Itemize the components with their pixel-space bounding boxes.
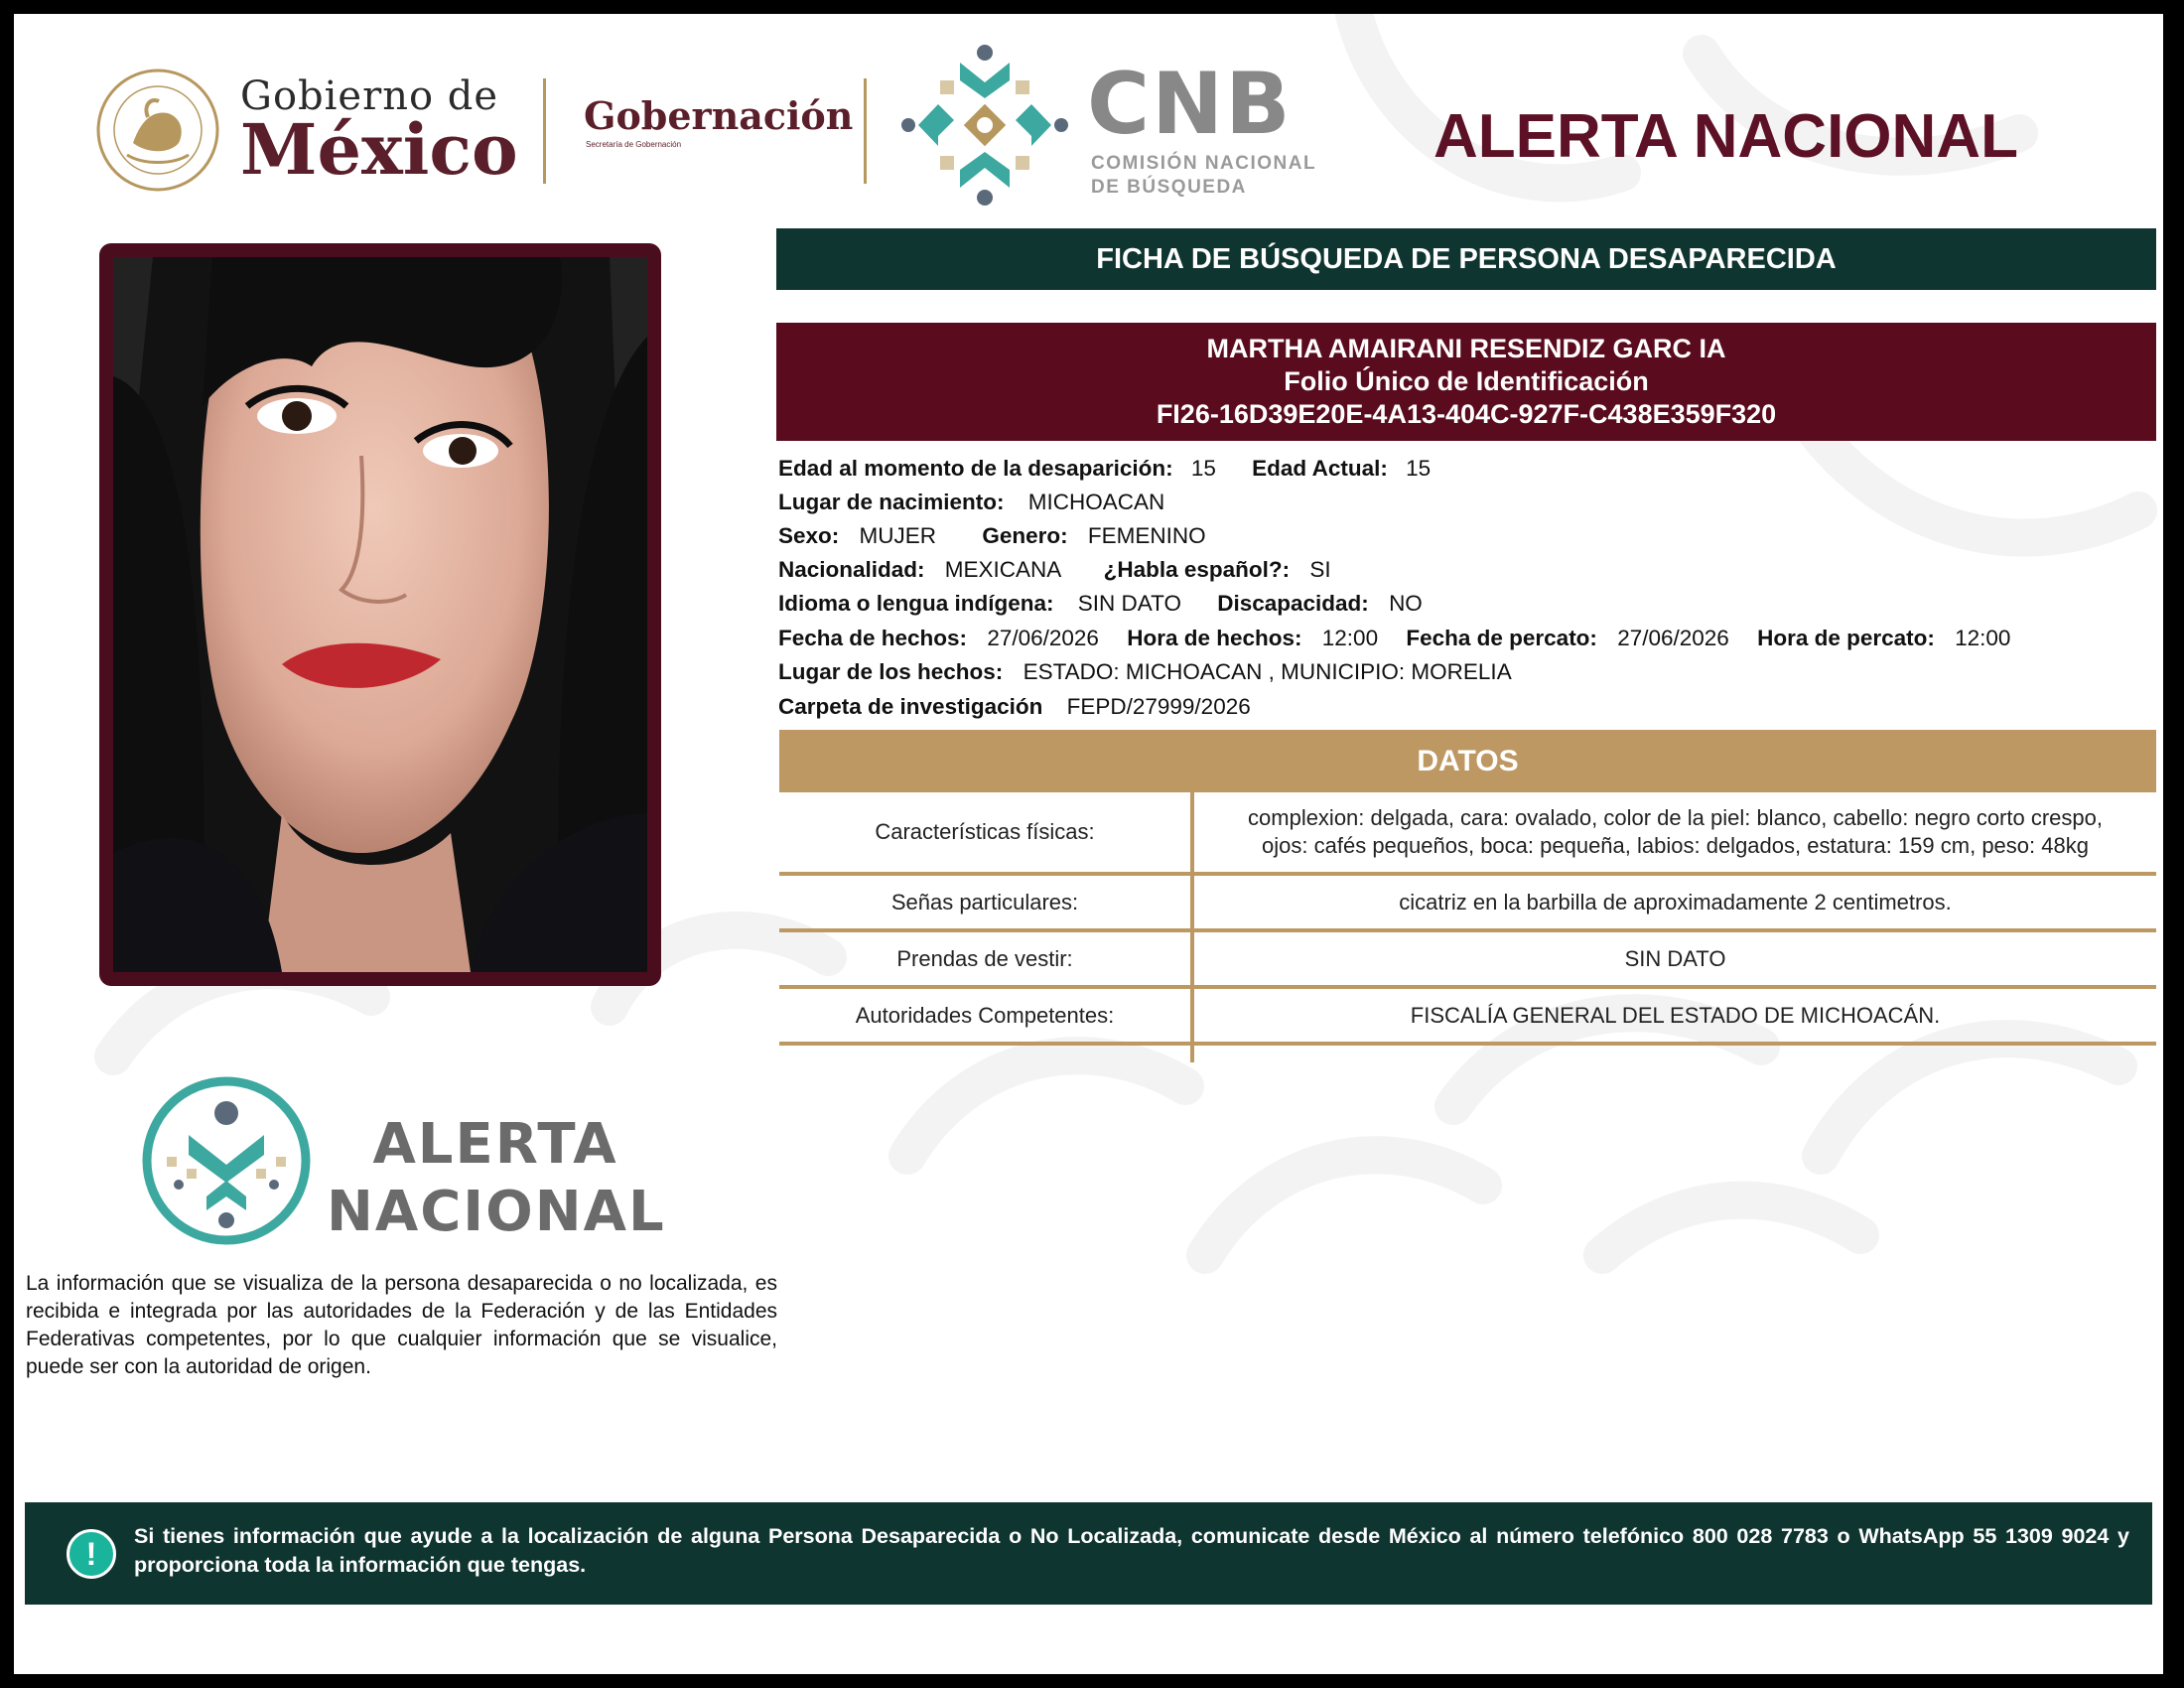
- idioma-label: Idioma o lengua indígena:: [778, 591, 1054, 616]
- footer-bar: [25, 1502, 2152, 1605]
- genero-value: FEMENINO: [1087, 523, 1206, 548]
- alerta-logo-line2: NACIONAL: [327, 1180, 666, 1244]
- datos-row-value: [1194, 792, 2156, 872]
- mexico-seal-icon: [93, 66, 222, 195]
- carpeta-value: FEPD/27999/2026: [1066, 694, 1251, 719]
- photo-frame: [99, 243, 661, 986]
- info-line-edad: [778, 456, 1460, 482]
- fecha-percato-label: Fecha de percato:: [1406, 626, 1597, 650]
- hora-percato-label: Hora de percato:: [1757, 626, 1935, 650]
- fecha-hechos-value: 27/06/2026: [987, 626, 1099, 650]
- habla-espanol-label: ¿Habla español?:: [1103, 557, 1291, 582]
- datos-row-label: Características físicas:: [875, 819, 1095, 844]
- datos-row: [779, 876, 2156, 932]
- hora-hechos-value: 12:00: [1321, 626, 1379, 650]
- person-name-block: [776, 323, 2156, 441]
- mexico-text: México: [240, 108, 518, 191]
- datos-row: [779, 989, 2156, 1046]
- gobernacion-subtitle: Secretaría de Gobernación: [586, 140, 682, 149]
- gobierno-de-text: Gobierno de: [240, 73, 499, 119]
- lugar-hechos-value: ESTADO: MICHOACAN , MUNICIPIO: MORELIA: [1023, 659, 1512, 684]
- datos-row-label: Señas particulares:: [890, 889, 1079, 914]
- alerta-logo-line1: ALERTA: [372, 1112, 618, 1177]
- datos-title-bar: DATOS: [779, 730, 2156, 792]
- info-line-sexo: [778, 523, 1236, 549]
- info-line-idioma: [778, 591, 1452, 617]
- folio-label: Folio Único de Identificación: [1284, 366, 1649, 396]
- datos-row-value: cicatriz en la barbilla de aproximadamente 2 centimetros.: [1399, 889, 1952, 914]
- info-line-fechas: [778, 626, 2040, 651]
- edad-desaparicion-label: Edad al momento de la desaparición:: [778, 456, 1173, 481]
- person-portrait: [113, 257, 647, 972]
- search-sheet: [14, 14, 2163, 1674]
- info-line-nacionalidad: [778, 557, 1361, 583]
- genero-label: Genero:: [982, 523, 1068, 548]
- hora-percato-value: 12:00: [1955, 626, 2011, 650]
- cnb-line2: DE BÚSQUEDA: [1091, 177, 1247, 198]
- lugar-hechos-label: Lugar de los hechos:: [778, 659, 1004, 684]
- carpeta-label: Carpeta de investigación: [778, 694, 1043, 719]
- datos-row-label: Autoridades Competentes:: [855, 1002, 1115, 1028]
- habla-espanol-value: SI: [1309, 557, 1331, 582]
- datos-row-value: SIN DATO: [1624, 945, 1726, 971]
- nacionalidad-value: MEXICANA: [944, 557, 1062, 582]
- header-divider: [864, 78, 867, 184]
- info-line-lugar-hechos: [778, 659, 1542, 685]
- caracteristicas-line2: ojos: cafés pequeños, boca: pequeña, labios: delgados, estatura: 159 cm, peso: 48kg: [1262, 833, 2089, 858]
- datos-row-value: FISCALÍA GENERAL DEL ESTADO DE MICHOACÁN.: [1410, 1002, 1941, 1028]
- datos-row: [779, 932, 2156, 989]
- discapacidad-label: Discapacidad:: [1217, 591, 1369, 616]
- nacionalidad-label: Nacionalidad:: [778, 557, 925, 582]
- datos-row-label: Prendas de vestir:: [896, 945, 1073, 971]
- alerta-logo-text: [327, 1111, 664, 1246]
- edad-desaparicion-value: 15: [1190, 456, 1216, 481]
- gobernacion-text: Gobernación: [584, 93, 854, 138]
- discapacidad-value: NO: [1389, 591, 1423, 616]
- lugar-nacimiento-value: MICHOACAN: [1027, 490, 1165, 514]
- hora-hechos-label: Hora de hechos:: [1127, 626, 1302, 650]
- info-line-nacimiento: [778, 490, 1194, 515]
- footer-text: Si tienes información que ayude a la localización de alguna Persona Desaparecida o No Localizada, comunicate desde México al número telefónico 800 028 7783 o WhatsApp 55 1309 9024 y proporciona toda la información que tengas.: [134, 1524, 2129, 1577]
- cnb-emblem-icon: [900, 41, 1069, 210]
- caracteristicas-line1: complexion: delgada, cara: ovalado, color de la piel: blanco, cabello: negro corto crespo,: [1248, 805, 2103, 830]
- edad-actual-value: 15: [1406, 456, 1432, 481]
- datos-row: [779, 792, 2156, 876]
- cnb-text: CNB: [1087, 55, 1293, 154]
- person-name: MARTHA AMAIRANI RESENDIZ GARC IA: [1206, 334, 1726, 363]
- ficha-title-bar: FICHA DE BÚSQUEDA DE PERSONA DESAPARECIDA: [776, 228, 2156, 290]
- disclaimer-text: La información que se visualiza de la persona desaparecida o no localizada, es recibida e integrada por las autoridades de la Federación y de las Entidades Federativas competentes, por lo que cualquier información que se visualice, puede ser con la autoridad de origen.: [26, 1272, 777, 1378]
- fecha-percato-value: 27/06/2026: [1617, 626, 1729, 650]
- sexo-value: MUJER: [859, 523, 937, 548]
- sexo-label: Sexo:: [778, 523, 840, 548]
- person-photo: [113, 257, 647, 972]
- cnb-line1: COMISIÓN NACIONAL: [1091, 153, 1317, 174]
- idioma-value: SIN DATO: [1077, 591, 1181, 616]
- folio-id: FI26-16D39E20E-4A13-404C-927F-C438E359F320: [1156, 399, 1777, 429]
- fecha-hechos-label: Fecha de hechos:: [778, 626, 968, 650]
- header-divider: [543, 78, 546, 184]
- edad-actual-label: Edad Actual:: [1252, 456, 1388, 481]
- exclamation-icon: !: [67, 1529, 116, 1579]
- info-line-carpeta: [778, 694, 1281, 720]
- lugar-nacimiento-label: Lugar de nacimiento:: [778, 490, 1005, 514]
- alerta-nacional-logo-icon: [139, 1073, 314, 1248]
- alerta-nacional-title: ALERTA NACIONAL: [1433, 102, 2018, 171]
